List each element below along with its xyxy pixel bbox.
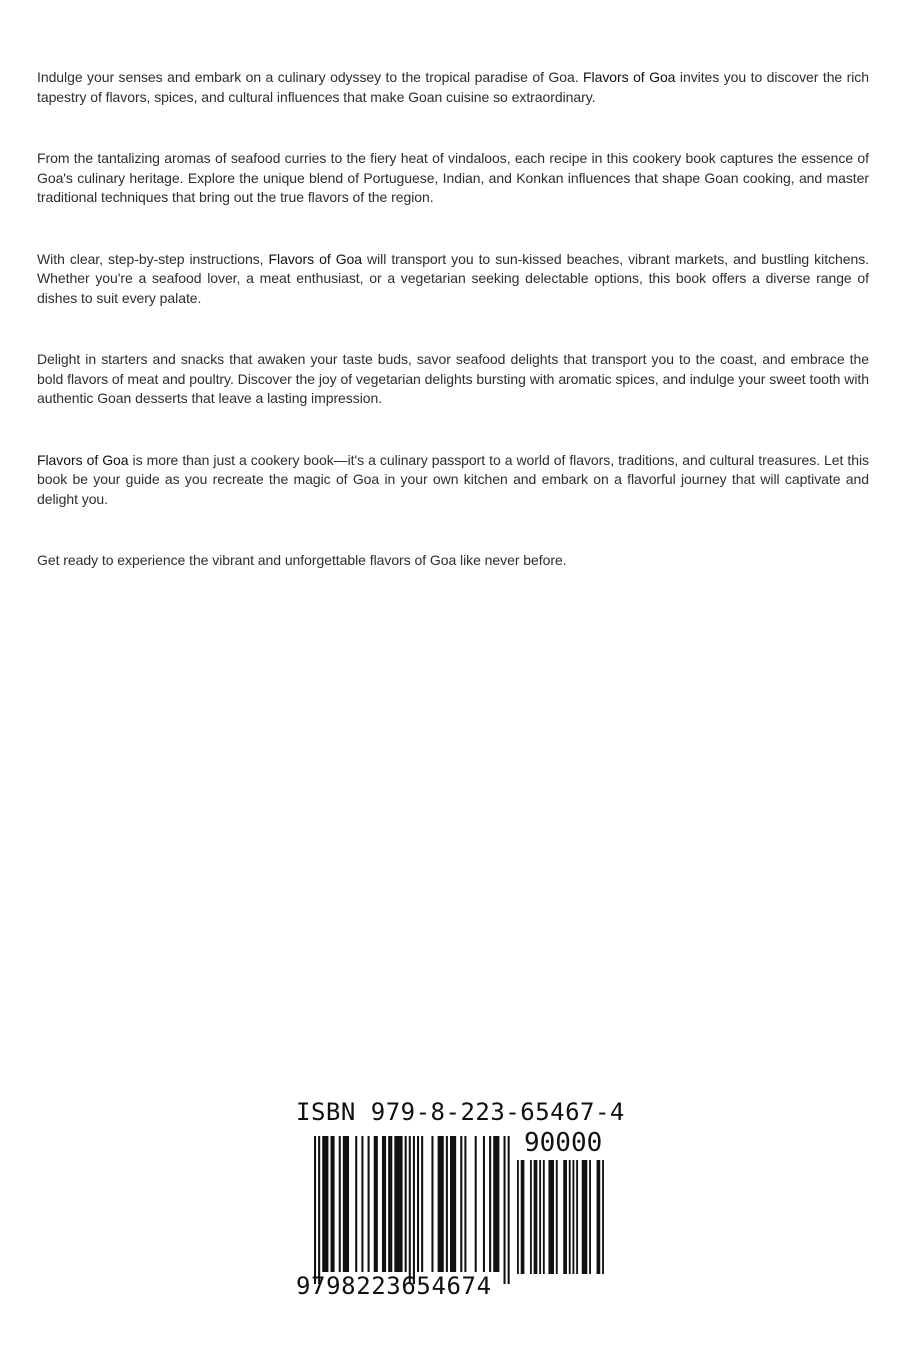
barcode-bar xyxy=(330,1136,334,1272)
barcode-bar xyxy=(368,1136,370,1272)
barcode-bar xyxy=(388,1136,392,1272)
blurb-text: Delight in starters and snacks that awaken your taste buds, savor seafood delights that transport you to the coast, and embrace the bold flavors of meat and poultry. Discover the joy of vegetarian delights bursting with aromatic spices, and indulge your sweet tooth with authentic Goan desserts that leave a lasting impression. xyxy=(37,351,869,406)
addon-bar xyxy=(556,1160,558,1274)
addon-bar xyxy=(582,1160,588,1274)
blurb-paragraph xyxy=(37,451,869,510)
barcode-bar xyxy=(394,1136,402,1272)
addon-bar xyxy=(521,1160,525,1274)
barcode-bar xyxy=(475,1136,477,1272)
blurb-text: Indulge your senses and embark on a culinary odyssey to the tropical paradise of Goa. xyxy=(37,69,584,85)
addon-bar xyxy=(517,1160,519,1274)
blurb-text: With clear, step-by-step instructions, xyxy=(37,250,269,267)
barcode-bar xyxy=(405,1136,407,1272)
blurb-paragraph xyxy=(37,350,869,409)
barcode-bar xyxy=(339,1136,341,1272)
barcode-bar xyxy=(421,1136,423,1272)
barcode-bar xyxy=(355,1136,357,1272)
barcode-bar xyxy=(361,1136,363,1272)
isbn-label: ISBN 979-8-223-65467-4 xyxy=(296,1098,625,1126)
barcode-bar xyxy=(417,1136,419,1272)
blurb-paragraph xyxy=(37,250,869,309)
isbn-barcode xyxy=(296,1098,625,1304)
barcode-guard-bar xyxy=(409,1136,411,1284)
barcode-bar xyxy=(464,1136,466,1272)
barcode-bar xyxy=(489,1136,491,1272)
addon-bar xyxy=(569,1160,571,1274)
barcode-bar xyxy=(431,1136,433,1272)
back-cover-blurb xyxy=(37,68,869,613)
barcode-guard-bar xyxy=(413,1136,415,1284)
blurb-paragraph xyxy=(37,149,869,208)
blurb-paragraph xyxy=(37,551,869,571)
blurb-text: will transport you to sun-kissed beaches, vibrant markets, and bustling kitchens. Whether you're a seafood lover, a meat enthusiast, or a vegetarian seeking delectable options, this book offers a diverse range of dishes to suit every palate. xyxy=(37,250,869,306)
barcode-guard-bar xyxy=(504,1136,506,1284)
barcode-bar xyxy=(374,1136,378,1272)
barcode-guard-bar xyxy=(508,1136,510,1284)
addon-bar xyxy=(530,1160,532,1274)
addon-bar xyxy=(576,1160,578,1274)
book-title-emphasis: Flavors of Goa xyxy=(583,69,676,85)
addon-bar xyxy=(589,1160,591,1274)
barcode-bar xyxy=(438,1136,444,1272)
barcode-bar xyxy=(493,1136,499,1272)
addon-bar xyxy=(573,1160,575,1274)
blurb-text: is more than just a cookery book—it's a culinary passport to a world of flavors, traditions, and cultural treasures. Let this book be your guide as you recreate the magic of Goa in your own kitchen and embark on a flavorful journey that will captivate and delight you. xyxy=(37,451,869,507)
barcode-bar xyxy=(450,1136,456,1272)
price-code: 90000 xyxy=(524,1128,603,1158)
barcode-bar xyxy=(483,1136,485,1272)
addon-bar xyxy=(548,1160,554,1274)
addon-bar xyxy=(602,1160,604,1274)
addon-bar xyxy=(543,1160,545,1274)
barcode-bar xyxy=(382,1136,386,1272)
blurb-text: Get ready to experience the vibrant and unforgettable flavors of Goa like never before. xyxy=(37,552,567,568)
addon-bar xyxy=(597,1160,601,1274)
blurb-paragraph xyxy=(37,68,869,107)
barcode-guard-bar xyxy=(318,1136,320,1284)
barcode-bar xyxy=(460,1136,462,1272)
book-title-emphasis: Flavors of Goa xyxy=(37,451,129,468)
barcode-bar xyxy=(446,1136,448,1272)
barcode-bar xyxy=(343,1136,349,1272)
blurb-text: invites you to discover the rich tapestry of flavors, spices, and cultural influences that make Goan cuisine so extraordinary. xyxy=(37,69,869,105)
barcode-guard-bar xyxy=(314,1136,316,1284)
barcode-bar xyxy=(322,1136,328,1272)
book-title-emphasis: Flavors of Goa xyxy=(268,250,363,267)
addon-bar xyxy=(534,1160,538,1274)
barcode-digits: 9798223654674 xyxy=(296,1272,492,1300)
addon-bar xyxy=(539,1160,541,1274)
addon-bar xyxy=(563,1160,567,1274)
blurb-text: From the tantalizing aromas of seafood curries to the fiery heat of vindaloos, each recipe in this cookery book captures the essence of Goa's culinary heritage. Explore the unique blend of Portuguese, Indian, and Konkan influences that shape Goan cooking, and master traditional techniques that bring out the true flavors of the region. xyxy=(37,150,869,205)
